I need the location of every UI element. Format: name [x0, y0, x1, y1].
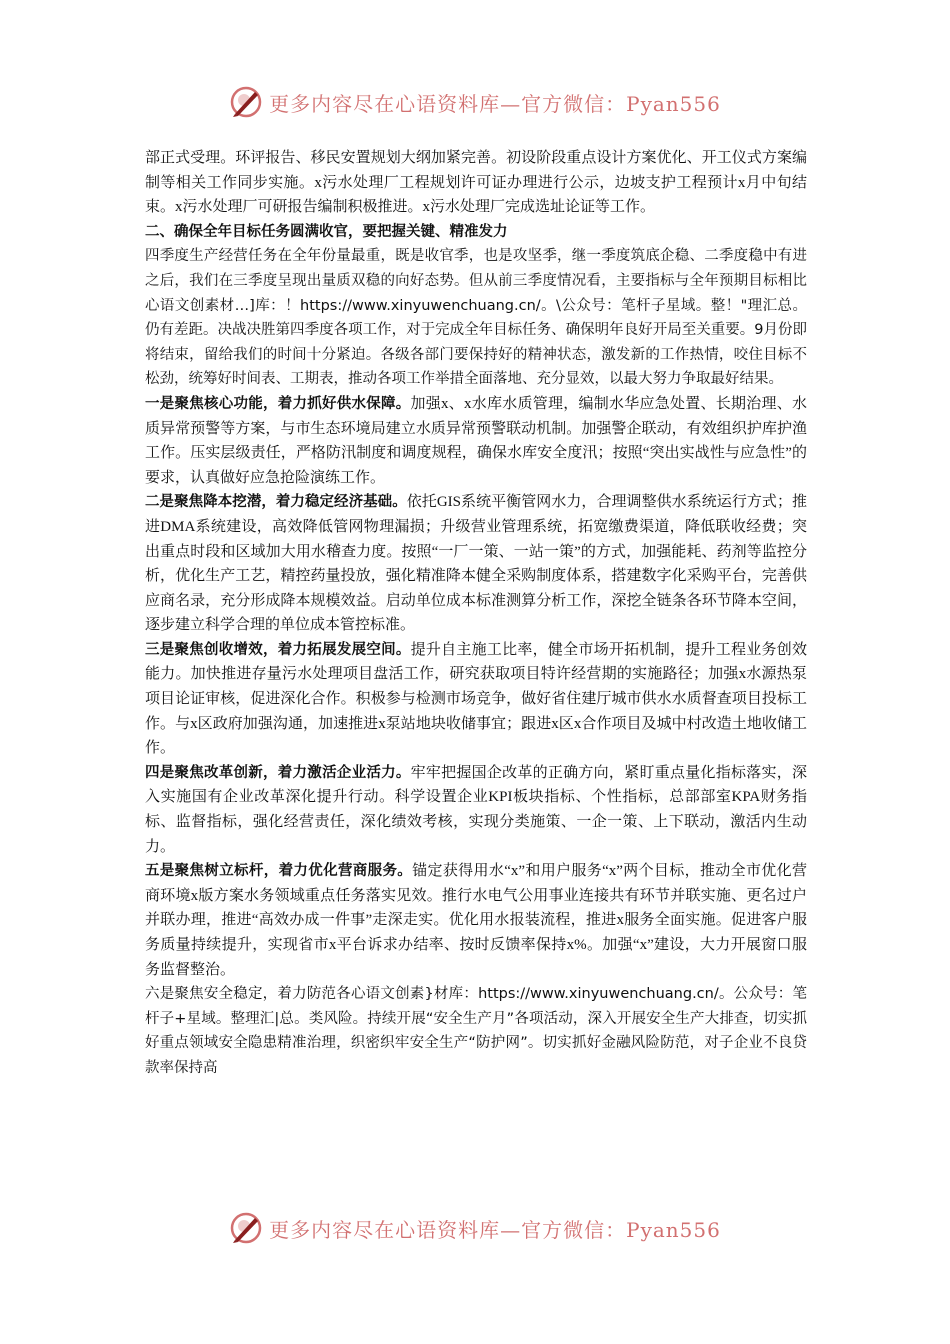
banner-text: 更多内容尽在心语资料库—官方微信：Pyan556 — [269, 1217, 721, 1242]
paragraph — [145, 490, 807, 638]
paragraph — [145, 392, 807, 490]
paragraph-body: 锚定获得用水“x”和用户服务“x”两个目标，推动全市优化营商环境x版方案水务领域重点任务落实见效。推行水电气公用事业连接共有环节并联实施、更名过户并联办理，推进“高效办成一件事”走深走实。优化用水报装流程，推进x服务全面实施。促进客户服务质量持续提升，实现省市x平台诉求办结率、按时反馈率保持x%。加强“x”建设，大力开展窗口服务监督整治。 — [145, 863, 807, 978]
footer-banner — [0, 1208, 950, 1248]
paragraph-body: 牢牢把握国企改革的正确方向，紧盯重点量化指标落实，深入实施国有企业改革深化提升行动。科学设置企业KPI板块指标、个性指标，总部部室KPA财务指标、监督指标，强化经营责任，深化绩效考核，实现分类施策、一企一策、上下联动，激活内生动力。 — [145, 764, 807, 855]
paragraph: 六是聚焦安全稳定，着力防范各心语文创素}材库：https://www.xinyuwenchuang.cn/。公众号：笔杆子+星域。整理汇|总。类风险。持续开展“安全生产月”各项活动，深入开展安全生产大排查，切实抓好重点领域安全隐患精准治理，织密织牢安全生产“防护网”。切实抓好金融风险防范，对子企业不良贷款率保持高 — [145, 986, 807, 1076]
pen-logo-icon — [229, 85, 263, 119]
paragraph-lead: 三是聚焦创收增效，着力拓展发展空间。 — [145, 641, 411, 658]
paragraph — [145, 638, 807, 761]
document-body — [145, 146, 807, 1081]
pen-logo-icon — [229, 1211, 263, 1245]
paragraph-body: 加强x、x水库水质管理，编制水华应急处置、长期治理、水质异常预警等方案，与市生态环境局建立水质异常预警联动机制。加强警企联动，有效组织护库护渔工作。压实层级责任，严格防汛制度和调度规程，确保水库安全度汛；按照“突出实战性与应急性”的要求，认真做好应急抢险演练工作。 — [145, 395, 807, 486]
header-banner — [0, 82, 950, 122]
paragraph: 部正式受理。环评报告、移民安置规划大纲加紧完善。初设阶段重点设计方案优化、开工仪式方案编制等相关工作同步实施。x污水处理厂工程规划许可证办理进行公示，边坡支护工程预计x月中旬结束。x污水处理厂可研报告编制积极推进。x污水处理厂完成选址论证等工作。 — [145, 150, 807, 216]
section-heading: 二、确保全年目标任务圆满收官，要把握关键、精准发力 — [145, 223, 508, 240]
paragraph-lead: 五是聚焦树立标杆，着力优化营商服务。 — [145, 863, 413, 880]
paragraph-body: 提升自主施工比率，健全市场开拓机制，提升工程业务创效能力。加快推进存量污水处理项目盘活工作，研究获取项目特许经营期的实施路径；加强x水源热泵项目论证审核，促进深化合作。积极参与检测市场竞争，做好省住建厅城市供水水质督查项目投标工作。与x区政府加强沟通，加速推进x泵站地块收储事宜；跟进x区x合作项目及城中村改造土地收储工作。 — [145, 641, 807, 757]
paragraph-lead: 四是聚焦改革创新，着力激活企业活力。 — [145, 764, 411, 781]
paragraph: 四季度生产经营任务在全年份量最重，既是收官季，也是攻坚季，继一季度筑底企稳、二季度稳中有进之后，我们在三季度呈现出量质双稳的向好态势。但从前三季度情况看，主要指标与全年预期目标相比心语文创素材…]库：！https://www.xinyuwenchuang.cn/。\公众号：笔杆子星域。整！"理汇总。仍有差距。决战决胜第四季度各项工作，对于完成全年目标任务、确保明年良好开局至关重要。9月份即将结束，留给我们的时间十分紧迫。各级各部门要保持好的精神状态，激发新的工作热情，咬住目标不松劲，统筹好时间表、工期表，推动各项工作举措全面落地、充分显效，以最大努力争取最好结果。 — [145, 248, 807, 388]
paragraph-body: 依托GIS系统平衡管网水力，合理调整供水系统运行方式；推进DMA系统建设，高效降低管网物理漏损；升级营业管理系统，拓宽缴费渠道，降低联收经费；突出重点时段和区域加大用水稽查力度。按照“一厂一策、一站一策”的方式，加强能耗、药剂等监控分析，优化生产工艺，精控药量投放，强化精准降本健全采购制度体系，搭建数字化采购平台，完善供应商名录，充分形成降本规模效益。启动单位成本标准测算分析工作，深挖全链条各环节降本空间，逐步建立科学合理的单位成本管控标准。 — [145, 494, 807, 634]
paragraph — [145, 859, 807, 982]
paragraph-lead: 二是聚焦降本挖潜，着力稳定经济基础。 — [145, 494, 407, 511]
paragraph — [145, 761, 807, 859]
banner-text: 更多内容尽在心语资料库—官方微信：Pyan556 — [269, 91, 721, 116]
paragraph-lead: 一是聚焦核心功能，着力抓好供水保障。 — [145, 395, 411, 412]
